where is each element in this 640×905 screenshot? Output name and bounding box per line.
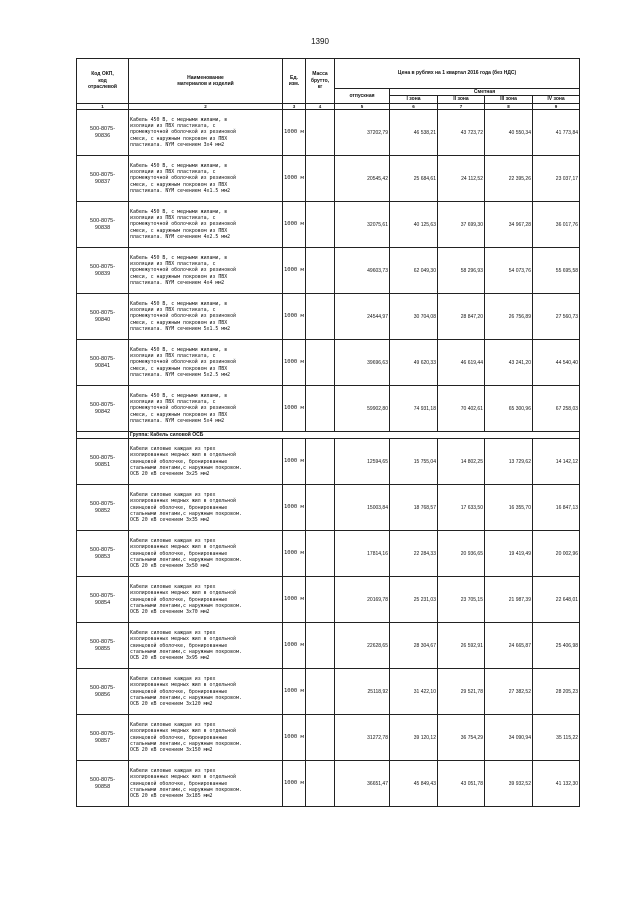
header-zone-3: III зона bbox=[485, 96, 533, 103]
item-zone-1-price: 18 768,57 bbox=[390, 485, 438, 531]
item-zone-2-price: 29 521,78 bbox=[438, 669, 485, 715]
item-mass bbox=[306, 340, 335, 386]
table-row bbox=[77, 294, 580, 340]
item-zone-4-price: 67 258,03 bbox=[533, 386, 580, 432]
header-zone-4: IV зона bbox=[533, 96, 580, 103]
item-release-price: 25118,92 bbox=[335, 669, 390, 715]
item-release-price: 36651,47 bbox=[335, 761, 390, 807]
item-description: Кабель 450 В, с медными жилами, в изоляции из ПВХ пластиката, с промежуточной оболочкой из резиновой смеси, с наружным покровом из ПВХ пластиката. NYM сечением 4x2.5 мм2 bbox=[129, 202, 283, 248]
item-zone-4-price: 35 115,22 bbox=[533, 715, 580, 761]
header-code: Код ОКП, код отраслевой bbox=[77, 59, 129, 104]
column-number: 5 bbox=[335, 103, 390, 110]
column-number-row bbox=[77, 103, 580, 110]
item-code: 500-8075- 90840 bbox=[77, 294, 129, 340]
item-mass bbox=[306, 439, 335, 485]
column-number: 7 bbox=[438, 103, 485, 110]
item-unit: 1000 м bbox=[283, 110, 306, 156]
item-zone-3-price: 39 932,52 bbox=[485, 761, 533, 807]
item-description: Кабель 450 В, с медными жилами, в изоляции из ПВХ пластиката, с промежуточной оболочкой из резиновой смеси, с наружным покровом из ПВХ пластиката. NYM сечением 3x4 мм2 bbox=[129, 110, 283, 156]
item-release-price: 20545,42 bbox=[335, 156, 390, 202]
table-row bbox=[77, 761, 580, 807]
item-description: Кабель 450 В, с медными жилами, в изоляции из ПВХ пластиката, с промежуточной оболочкой из резиновой смеси, с наружным покровом из ПВХ пластиката. NYM сечением 5x4 мм2 bbox=[129, 386, 283, 432]
item-zone-2-price: 43 723,72 bbox=[438, 110, 485, 156]
item-zone-3-price: 65 300,96 bbox=[485, 386, 533, 432]
item-code: 500-8075- 90857 bbox=[77, 715, 129, 761]
item-zone-3-price: 34 967,28 bbox=[485, 202, 533, 248]
column-number: 2 bbox=[129, 103, 283, 110]
column-number: 3 bbox=[283, 103, 306, 110]
item-mass bbox=[306, 110, 335, 156]
item-description: Кабели силовые каждая из трех изолированных медных жил в отдельной свинцовой оболочке, бронированные стальными лентами,с наружным покровом. ОСБ 20 кВ сечением 3x35 мм2 bbox=[129, 485, 283, 531]
item-description: Кабель 450 В, с медными жилами, в изоляции из ПВХ пластиката, с промежуточной оболочкой из резиновой смеси, с наружным покровом из ПВХ пластиката. NYM сечением 5x2.5 мм2 bbox=[129, 340, 283, 386]
item-zone-2-price: 23 705,15 bbox=[438, 577, 485, 623]
item-zone-3-price: 13 729,62 bbox=[485, 439, 533, 485]
item-unit: 1000 м bbox=[283, 531, 306, 577]
item-zone-1-price: 31 422,10 bbox=[390, 669, 438, 715]
table-row bbox=[77, 202, 580, 248]
item-release-price: 32075,61 bbox=[335, 202, 390, 248]
column-number: 4 bbox=[306, 103, 335, 110]
item-unit: 1000 м bbox=[283, 669, 306, 715]
item-zone-3-price: 22 395,26 bbox=[485, 156, 533, 202]
item-unit: 1000 м bbox=[283, 386, 306, 432]
item-unit: 1000 м bbox=[283, 340, 306, 386]
item-zone-3-price: 26 756,89 bbox=[485, 294, 533, 340]
item-code: 500-8075- 90851 bbox=[77, 439, 129, 485]
item-release-price: 22628,65 bbox=[335, 623, 390, 669]
item-zone-1-price: 45 849,43 bbox=[390, 761, 438, 807]
item-zone-2-price: 28 847,20 bbox=[438, 294, 485, 340]
column-number: 6 bbox=[390, 103, 438, 110]
table-row bbox=[77, 577, 580, 623]
item-zone-2-price: 26 592,91 bbox=[438, 623, 485, 669]
item-release-price: 59902,80 bbox=[335, 386, 390, 432]
item-zone-2-price: 43 051,78 bbox=[438, 761, 485, 807]
item-description: Кабель 450 В, с медными жилами, в изоляции из ПВХ пластиката, с промежуточной оболочкой из резиновой смеси, с наружным покровом из ПВХ пластиката. NYM сечением 5x1.5 мм2 bbox=[129, 294, 283, 340]
item-zone-4-price: 28 205,23 bbox=[533, 669, 580, 715]
item-zone-4-price: 55 695,58 bbox=[533, 248, 580, 294]
page-number: 1390 bbox=[311, 37, 329, 46]
item-zone-1-price: 22 284,33 bbox=[390, 531, 438, 577]
item-code: 500-8075- 90853 bbox=[77, 531, 129, 577]
item-zone-2-price: 24 112,52 bbox=[438, 156, 485, 202]
item-code: 500-8075- 90837 bbox=[77, 156, 129, 202]
column-number: 9 bbox=[533, 103, 580, 110]
table-row bbox=[77, 439, 580, 485]
item-zone-1-price: 25 231,03 bbox=[390, 577, 438, 623]
item-description: Кабели силовые каждая из трех изолированных медных жил в отдельной свинцовой оболочке, бронированные стальными лентами,с наружным покровом. ОСБ 20 кВ сечением 3x70 мм2 bbox=[129, 577, 283, 623]
item-release-price: 17814,16 bbox=[335, 531, 390, 577]
item-code: 500-8075- 90854 bbox=[77, 577, 129, 623]
item-zone-2-price: 37 699,30 bbox=[438, 202, 485, 248]
item-code: 500-8075- 90839 bbox=[77, 248, 129, 294]
item-description: Кабели силовые каждая из трех изолированных медных жил в отдельной свинцовой оболочке, бронированные стальными лентами,с наружным покровом. ОСБ 20 кВ сечением 3x50 мм2 bbox=[129, 531, 283, 577]
item-zone-1-price: 28 304,67 bbox=[390, 623, 438, 669]
item-mass bbox=[306, 577, 335, 623]
item-description: Кабель 450 В, с медными жилами, в изоляции из ПВХ пластиката, с промежуточной оболочкой из резиновой смеси, с наружным покровом из ПВХ пластиката. NYM сечением 4x4 мм2 bbox=[129, 248, 283, 294]
item-zone-1-price: 46 538,21 bbox=[390, 110, 438, 156]
item-description: Кабели силовые каждая из трех изолированных медных жил в отдельной свинцовой оболочке, бронированные стальными лентами,с наружным покровом. ОСБ 20 кВ сечением 3x185 мм2 bbox=[129, 761, 283, 807]
item-zone-3-price: 34 090,94 bbox=[485, 715, 533, 761]
item-zone-1-price: 15 755,04 bbox=[390, 439, 438, 485]
item-release-price: 37202,79 bbox=[335, 110, 390, 156]
item-zone-2-price: 14 802,25 bbox=[438, 439, 485, 485]
item-zone-4-price: 41 773,84 bbox=[533, 110, 580, 156]
column-number: 1 bbox=[77, 103, 129, 110]
price-table bbox=[76, 58, 580, 807]
item-zone-3-price: 21 987,39 bbox=[485, 577, 533, 623]
item-unit: 1000 м bbox=[283, 439, 306, 485]
item-code: 500-8075- 90842 bbox=[77, 386, 129, 432]
item-zone-4-price: 20 002,96 bbox=[533, 531, 580, 577]
header-name: Наименование материалов и изделий bbox=[129, 59, 283, 104]
item-release-price: 39696,63 bbox=[335, 340, 390, 386]
item-zone-3-price: 40 550,34 bbox=[485, 110, 533, 156]
header-zone-2: II зона bbox=[438, 96, 485, 103]
item-zone-4-price: 36 017,76 bbox=[533, 202, 580, 248]
table-body-nym bbox=[77, 110, 580, 432]
item-code: 500-8075- 90836 bbox=[77, 110, 129, 156]
item-unit: 1000 м bbox=[283, 248, 306, 294]
header-unit: Ед. изм. bbox=[283, 59, 306, 104]
header-zone-1: I зона bbox=[390, 96, 438, 103]
item-mass bbox=[306, 669, 335, 715]
item-zone-1-price: 49 620,33 bbox=[390, 340, 438, 386]
item-release-price: 24544,97 bbox=[335, 294, 390, 340]
item-code: 500-8075- 90858 bbox=[77, 761, 129, 807]
item-mass bbox=[306, 202, 335, 248]
item-mass bbox=[306, 485, 335, 531]
item-mass bbox=[306, 156, 335, 202]
item-zone-2-price: 58 296,93 bbox=[438, 248, 485, 294]
item-zone-1-price: 40 125,63 bbox=[390, 202, 438, 248]
item-code: 500-8075- 90852 bbox=[77, 485, 129, 531]
item-unit: 1000 м bbox=[283, 156, 306, 202]
item-zone-3-price: 27 382,52 bbox=[485, 669, 533, 715]
item-unit: 1000 м bbox=[283, 761, 306, 807]
column-number: 8 bbox=[485, 103, 533, 110]
header-release: отпускная bbox=[335, 89, 390, 104]
item-zone-2-price: 20 936,65 bbox=[438, 531, 485, 577]
item-code: 500-8075- 90856 bbox=[77, 669, 129, 715]
item-zone-2-price: 17 633,50 bbox=[438, 485, 485, 531]
item-unit: 1000 м bbox=[283, 294, 306, 340]
item-zone-4-price: 23 037,17 bbox=[533, 156, 580, 202]
item-zone-1-price: 39 120,12 bbox=[390, 715, 438, 761]
item-unit: 1000 м bbox=[283, 577, 306, 623]
item-code: 500-8075- 90838 bbox=[77, 202, 129, 248]
item-zone-3-price: 54 073,76 bbox=[485, 248, 533, 294]
header-price-group: Цена в рублях на 1 квартал 2016 года (без НДС) bbox=[335, 59, 580, 89]
item-zone-4-price: 22 648,01 bbox=[533, 577, 580, 623]
item-zone-3-price: 19 419,49 bbox=[485, 531, 533, 577]
item-unit: 1000 м bbox=[283, 202, 306, 248]
group-empty-cell bbox=[77, 432, 129, 439]
item-mass bbox=[306, 531, 335, 577]
item-description: Кабель 450 В, с медными жилами, в изоляции из ПВХ пластиката, с промежуточной оболочкой из резиновой смеси, с наружным покровом из ПВХ пластиката. NYM сечением 4x1.5 мм2 bbox=[129, 156, 283, 202]
table-row bbox=[77, 715, 580, 761]
item-zone-3-price: 16 355,70 bbox=[485, 485, 533, 531]
item-release-price: 12594,65 bbox=[335, 439, 390, 485]
item-unit: 1000 м bbox=[283, 485, 306, 531]
table-row bbox=[77, 110, 580, 156]
item-zone-3-price: 43 241,20 bbox=[485, 340, 533, 386]
item-zone-1-price: 30 704,08 bbox=[390, 294, 438, 340]
header-mass: Масса брутто, кг bbox=[306, 59, 335, 104]
item-mass bbox=[306, 248, 335, 294]
table-row bbox=[77, 531, 580, 577]
item-mass bbox=[306, 294, 335, 340]
item-zone-4-price: 41 132,30 bbox=[533, 761, 580, 807]
item-zone-4-price: 14 142,12 bbox=[533, 439, 580, 485]
item-code: 500-8075- 90841 bbox=[77, 340, 129, 386]
item-release-price: 49603,73 bbox=[335, 248, 390, 294]
group-row bbox=[77, 432, 580, 439]
item-zone-1-price: 62 049,30 bbox=[390, 248, 438, 294]
table-row bbox=[77, 248, 580, 294]
header-estimate: Сметная bbox=[390, 89, 580, 96]
item-unit: 1000 м bbox=[283, 623, 306, 669]
item-zone-4-price: 25 406,98 bbox=[533, 623, 580, 669]
item-zone-2-price: 46 619,44 bbox=[438, 340, 485, 386]
item-mass bbox=[306, 715, 335, 761]
item-code: 500-8075- 90855 bbox=[77, 623, 129, 669]
item-mass bbox=[306, 386, 335, 432]
table-row bbox=[77, 623, 580, 669]
item-zone-4-price: 44 540,40 bbox=[533, 340, 580, 386]
item-zone-4-price: 27 560,73 bbox=[533, 294, 580, 340]
item-zone-2-price: 70 402,61 bbox=[438, 386, 485, 432]
table-row bbox=[77, 669, 580, 715]
item-zone-2-price: 36 754,29 bbox=[438, 715, 485, 761]
item-zone-1-price: 74 931,18 bbox=[390, 386, 438, 432]
item-description: Кабели силовые каждая из трех изолированных медных жил в отдельной свинцовой оболочке, бронированные стальными лентами,с наружным покровом. ОСБ 20 кВ сечением 3x120 мм2 bbox=[129, 669, 283, 715]
item-mass bbox=[306, 761, 335, 807]
item-description: Кабели силовые каждая из трех изолированных медных жил в отдельной свинцовой оболочке, бронированные стальными лентами,с наружным покровом. ОСБ 20 кВ сечением 3x150 мм2 bbox=[129, 715, 283, 761]
table-row bbox=[77, 156, 580, 202]
item-release-price: 31272,78 bbox=[335, 715, 390, 761]
item-zone-1-price: 25 684,61 bbox=[390, 156, 438, 202]
item-zone-3-price: 24 665,87 bbox=[485, 623, 533, 669]
table-row bbox=[77, 340, 580, 386]
item-release-price: 20169,78 bbox=[335, 577, 390, 623]
table-group bbox=[77, 432, 580, 439]
table-body-osb bbox=[77, 439, 580, 807]
item-release-price: 15003,84 bbox=[335, 485, 390, 531]
group-label: Группа: Кабель силовой ОСБ bbox=[129, 432, 580, 439]
item-zone-4-price: 16 847,13 bbox=[533, 485, 580, 531]
item-description: Кабели силовые каждая из трех изолированных медных жил в отдельной свинцовой оболочке, бронированные стальными лентами,с наружным покровом. ОСБ 20 кВ сечением 3x25 мм2 bbox=[129, 439, 283, 485]
item-unit: 1000 м bbox=[283, 715, 306, 761]
table-row bbox=[77, 485, 580, 531]
item-description: Кабели силовые каждая из трех изолированных медных жил в отдельной свинцовой оболочке, бронированные стальными лентами,с наружным покровом. ОСБ 20 кВ сечением 3x95 мм2 bbox=[129, 623, 283, 669]
item-mass bbox=[306, 623, 335, 669]
table-row bbox=[77, 386, 580, 432]
